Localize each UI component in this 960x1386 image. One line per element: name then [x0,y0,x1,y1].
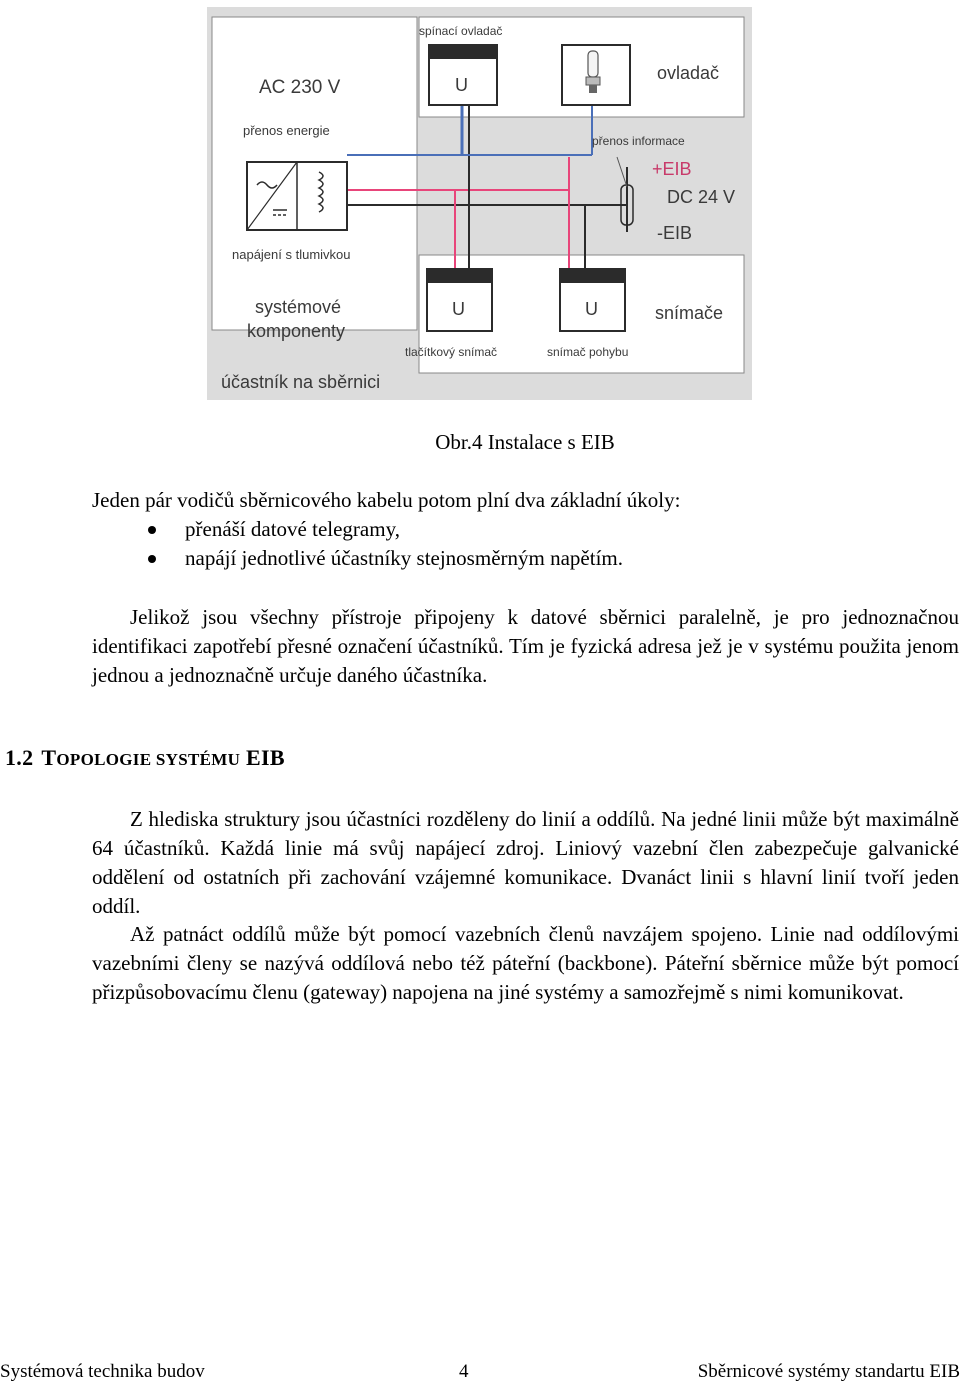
label-prenos-informace: přenos informace [592,134,685,148]
label-komponenty: komponenty [247,321,346,341]
footer-left: Systémová technika budov [0,1361,205,1382]
label-dc24: DC 24 V [667,187,736,207]
label-prenos-energie: přenos energie [243,123,330,138]
label-minus-eib: -EIB [657,223,693,243]
label-ucastnik: účastník na sběrnici [221,372,381,392]
list-item: napájí jednotlivé účastníky stejnosměrným napětím. [92,544,623,573]
label-systemove: systémové [255,297,342,317]
label-u-motion: U [585,299,598,319]
label-snimac-pohybu: snímač pohybu [547,345,629,359]
paragraph-addressing: Jelikož jsou všechny přístroje připojeny k datové sběrnici paralelně, je pro jednoznačnou identifikaci zapotřebí přesné označení účastníků. Tím je fyzická adresa jež je v systému použita jenom jednou a jednoznačně určuje daného účastníka. [92,605,959,687]
lead-paragraph: Jeden pár vodičů sběrnicového kabelu potom plní dva základní úkoly: [92,488,681,512]
label-napajeni: napájení s tlumivkou [232,247,351,262]
label-ovladac: ovladač [657,63,720,83]
figure-caption: Obr.4 Instalace s EIB [435,430,615,454]
eib-installation-figure [207,7,752,400]
task-list [92,515,623,573]
label-spinaci-ovladac: spínací ovladač [419,24,503,38]
label-ac230: AC 230 V [259,77,341,98]
paragraph-structure: Z hlediska struktury jsou účastníci rozděleny do linií a oddílů. Na jedné linii může být maximálně 64 účastníků. Každá linie má svůj napájecí zdroj. Liniový vazební člen zabezpečuje galvanické oddělení od ostatních při zachování vzájemné komunikace. Dvanáct linii s hlavní linií tvoří jeden oddíl. [92,807,959,918]
bullet-icon [148,555,156,563]
section-heading: 1.2 TOPOLOGIE SYSTÉMU EIB [5,745,285,770]
label-snimace: snímače [655,303,724,323]
eib-diagram [207,7,752,400]
label-u-actuator: U [455,75,468,95]
footer-right: Sběrnicové systémy standartu EIB [697,1361,960,1382]
label-u-button: U [452,299,465,319]
label-tlacitkovy: tlačítkový snímač [405,345,498,359]
page-number: 4 [459,1361,469,1382]
bullet-icon [148,526,156,534]
label-plus-eib: +EIB [652,159,692,179]
paragraph-areas: Až patnáct oddílů může být pomocí vazebních členů navzájem spojeno. Linie nad oddílovými vazebními členy se nazývá oddílová nebo též páteřní (backbone). Páteřní sběrnice může být pomocí přizpůsobovacímu členu (gateway) napojena na jiné systémy a samozřejmě s nimi komunikovat. [92,922,959,1004]
list-item: přenáší datové telegramy, [92,515,623,544]
